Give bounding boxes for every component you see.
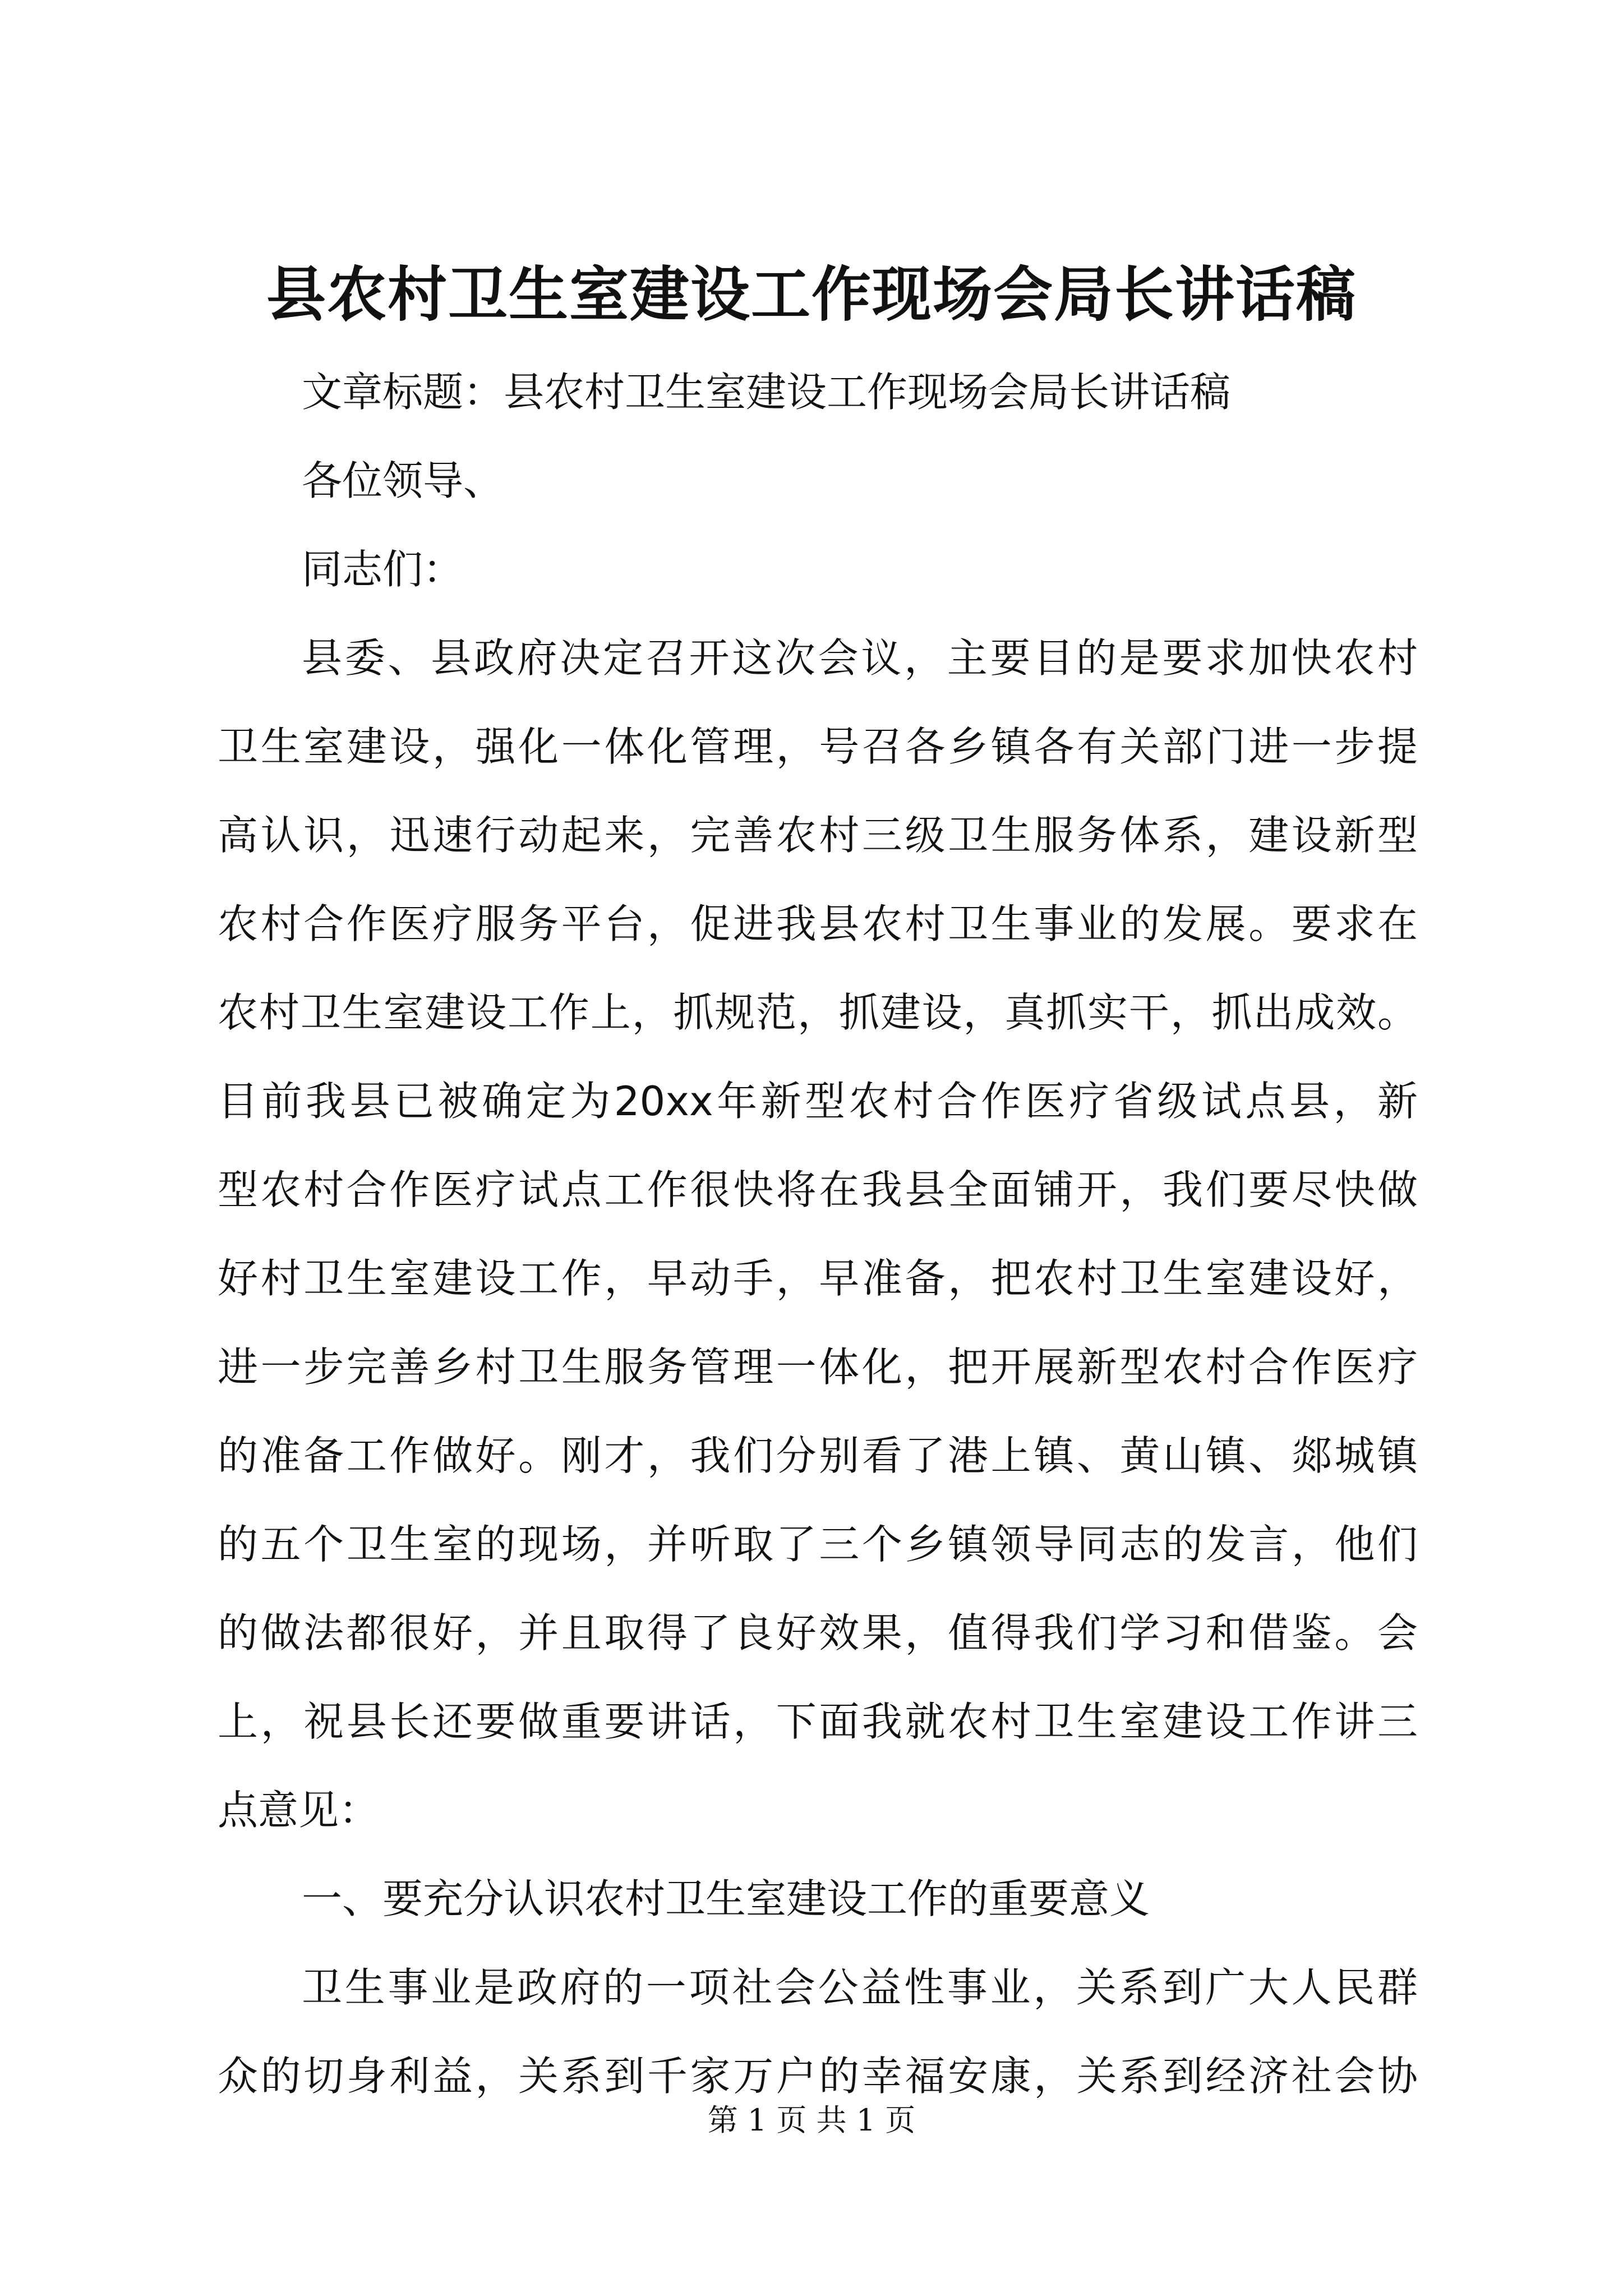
paragraph-line: 进一步完善乡村卫生服务管理一体化，把开展新型农村合作医疗 bbox=[218, 1343, 1418, 1391]
paragraph-line: 县委、县政府决定召开这次会议，主要目的是要求加快农村 bbox=[302, 634, 1418, 682]
paragraph-line: 卫生室建设，强化一体化管理，号召各乡镇各有关部门进一步提 bbox=[218, 723, 1418, 770]
paragraph-line: 的做法都很好，并且取得了良好效果，值得我们学习和借鉴。会 bbox=[218, 1609, 1418, 1657]
paragraph-line: 众的切身利益，关系到千家万户的幸福安康，关系到经济社会协 bbox=[218, 2053, 1418, 2100]
salutation-line: 同志们： bbox=[302, 546, 464, 593]
paragraph-line: 农村卫生室建设工作上，抓规范，抓建设，真抓实干，抓出成效。 bbox=[218, 989, 1418, 1036]
paragraph-line: 的五个卫生室的现场，并听取了三个乡镇领导同志的发言，他们 bbox=[218, 1521, 1418, 1568]
document-title: 县农村卫生室建设工作现场会局长讲话稿 bbox=[266, 259, 1357, 329]
section-heading: 一、要充分认识农村卫生室建设工作的重要意义 bbox=[302, 1875, 1150, 1922]
paragraph-line: 农村合作医疗服务平台，促进我县农村卫生事业的发展。要求在 bbox=[218, 900, 1418, 947]
article-title-line: 文章标题：县农村卫生室建设工作现场会局长讲话稿 bbox=[302, 369, 1231, 416]
paragraph-line: 目前我县已被确定为20xx年新型农村合作医疗省级试点县，新 bbox=[218, 1078, 1418, 1125]
salutation-line: 各位领导、 bbox=[302, 457, 504, 504]
paragraph-line: 好村卫生室建设工作，早动手，早准备，把农村卫生室建设好， bbox=[218, 1255, 1418, 1302]
paragraph-line: 的准备工作做好。刚才，我们分别看了港上镇、黄山镇、郯城镇 bbox=[218, 1432, 1418, 1479]
paragraph-line: 上，祝县长还要做重要讲话，下面我就农村卫生室建设工作讲三 bbox=[218, 1698, 1418, 1745]
paragraph-line: 型农村合作医疗试点工作很快将在我县全面铺开，我们要尽快做 bbox=[218, 1166, 1418, 1213]
paragraph-line: 点意见： bbox=[218, 1787, 380, 1834]
paragraph-line: 卫生事业是政府的一项社会公益性事业，关系到广大人民群 bbox=[302, 1964, 1418, 2011]
paragraph-line: 高认识，迅速行动起来，完善农村三级卫生服务体系，建设新型 bbox=[218, 812, 1418, 859]
document-body bbox=[218, 348, 1418, 2120]
page-footer: 第 1 页 共 1 页 bbox=[707, 2102, 916, 2138]
